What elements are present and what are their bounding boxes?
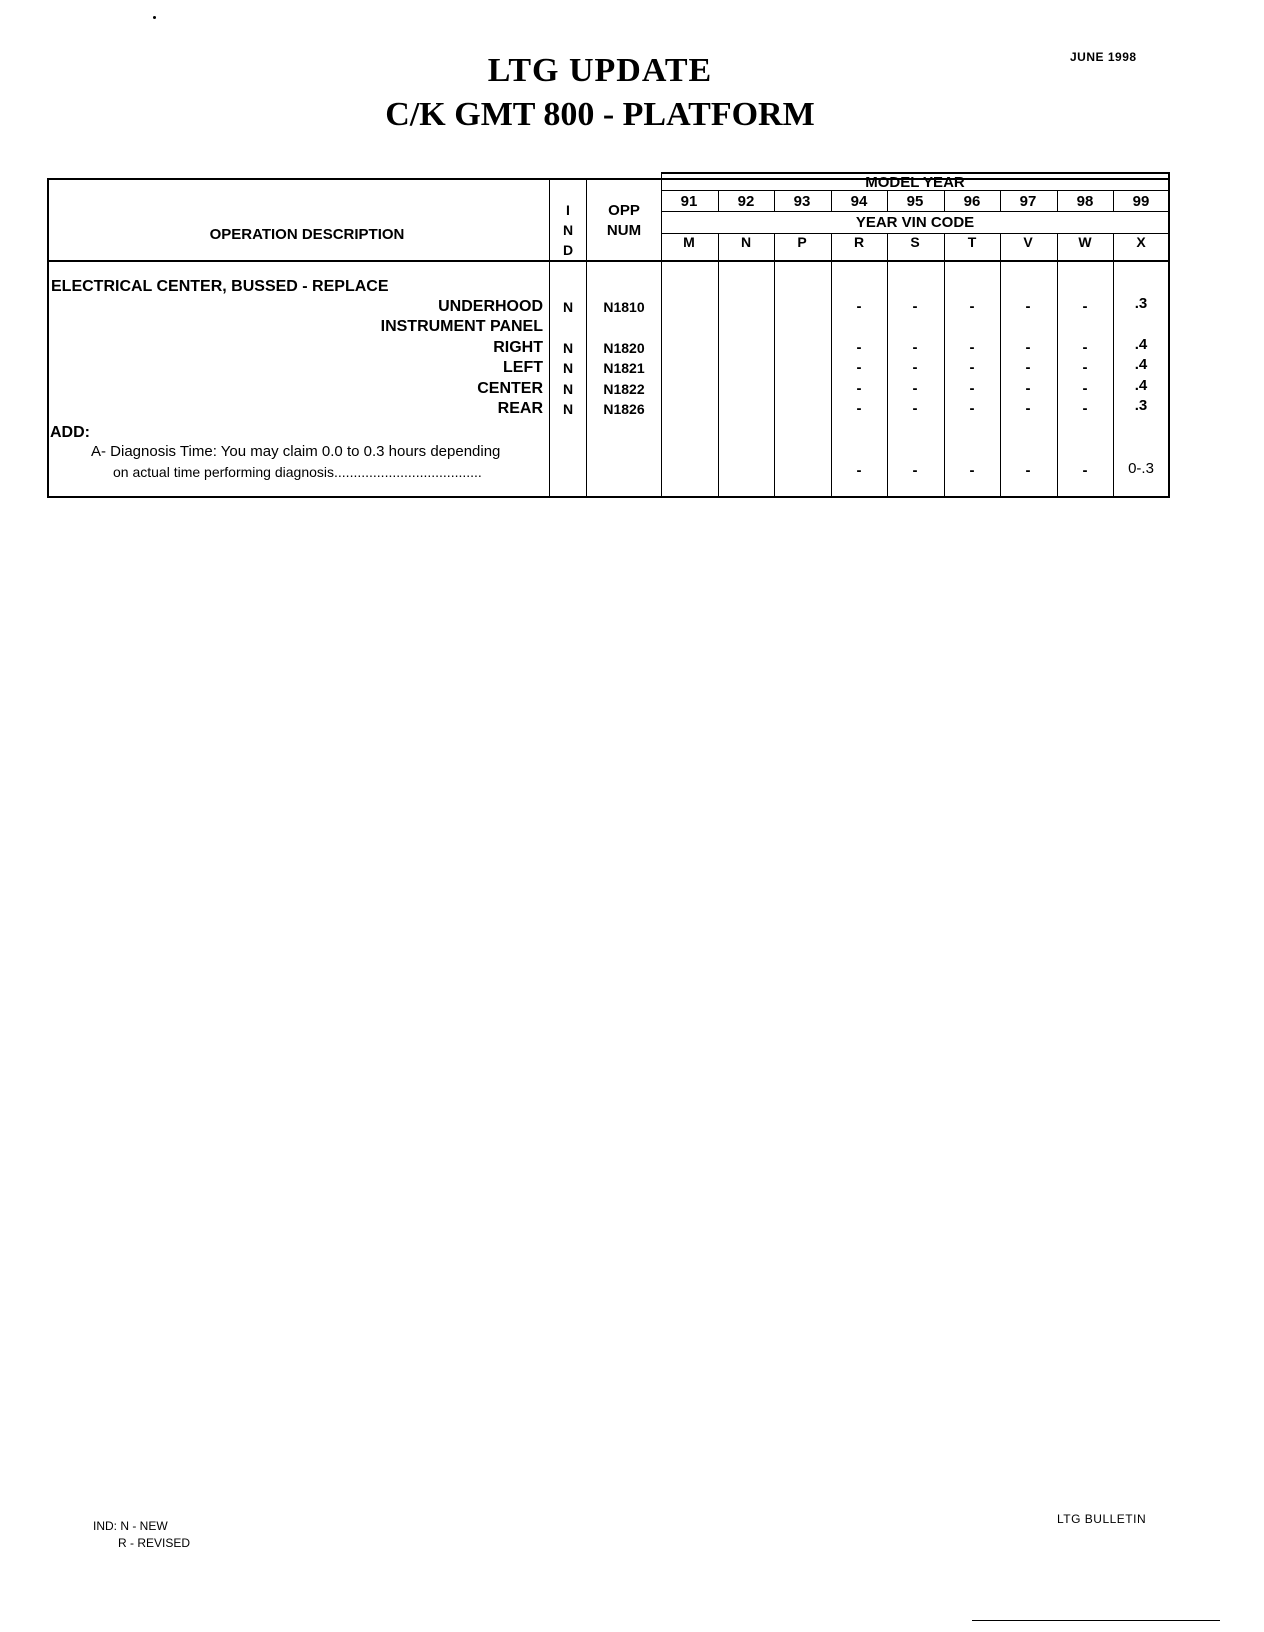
row-ind: N [562, 340, 574, 356]
bulletin-date: JUNE 1998 [1070, 50, 1137, 64]
row-ind: N [562, 401, 574, 417]
diagnosis-time-value: - [912, 462, 918, 479]
add-label: ADD: [50, 424, 90, 441]
ind-legend [93, 1518, 190, 1552]
vin-code-T: T [967, 234, 977, 250]
labor-time-value: .4 [1134, 336, 1148, 353]
diagnosis-time-value: - [969, 462, 975, 479]
year-91: 91 [680, 193, 698, 210]
row-label-instrument-panel: INSTRUMENT PANEL [380, 318, 543, 335]
vin-code-X: X [1136, 234, 1146, 250]
row-label-center: CENTER [477, 380, 543, 397]
labor-time-value: - [969, 298, 975, 315]
vin-code-S: S [910, 234, 920, 250]
labor-time-value: - [1025, 380, 1031, 397]
opp-header-line2: NUM [606, 222, 642, 239]
year-92: 92 [737, 193, 755, 210]
diagnosis-time-value: - [856, 462, 862, 479]
year-98: 98 [1076, 193, 1094, 210]
labor-time-value: - [912, 298, 918, 315]
labor-time-value: - [969, 380, 975, 397]
labor-time-table [47, 174, 1215, 498]
labor-time-value: - [1082, 380, 1088, 397]
row-opp-num: N1821 [603, 360, 645, 376]
opp-header-line1: OPP [608, 202, 640, 219]
document-title: LTG UPDATE [487, 52, 713, 89]
labor-time-value: - [969, 400, 975, 417]
year-94: 94 [850, 193, 868, 210]
year-99: 99 [1132, 193, 1150, 210]
ind-legend-revised: R - REVISED [118, 1536, 191, 1550]
row-label-right: RIGHT [493, 339, 543, 356]
diagnosis-time-value: - [1082, 462, 1088, 479]
labor-time-value: - [856, 339, 862, 356]
vin-code-P: P [797, 234, 807, 250]
labor-time-value: - [1082, 298, 1088, 315]
operation-description-header: OPERATION DESCRIPTION [209, 226, 405, 243]
year-96: 96 [963, 193, 981, 210]
labor-time-value: - [856, 359, 862, 376]
labor-time-value: - [1082, 359, 1088, 376]
labor-time-value: - [856, 400, 862, 417]
labor-time-value: - [856, 380, 862, 397]
labor-time-value: - [912, 359, 918, 376]
vin-code-M: M [683, 234, 695, 250]
labor-time-value: - [1025, 359, 1031, 376]
diagnosis-note-line2: on actual time performing diagnosis...................................... [113, 464, 482, 480]
labor-time-value: - [912, 339, 918, 356]
section-title: ELECTRICAL CENTER, BUSSED - REPLACE [51, 278, 389, 295]
year-93: 93 [793, 193, 811, 210]
labor-time-value: - [1025, 400, 1031, 417]
ind-legend-new: IND: N - NEW [93, 1519, 168, 1533]
year-95: 95 [906, 193, 924, 210]
bulletin-label: LTG BULLETIN [1057, 1512, 1147, 1526]
row-label-left: LEFT [503, 359, 543, 376]
row-opp-num: N1826 [603, 401, 645, 417]
vin-code-N: N [740, 234, 752, 250]
labor-time-value: - [969, 339, 975, 356]
vin-code-header: YEAR VIN CODE [855, 214, 975, 231]
model-year-header: MODEL YEAR [865, 174, 965, 191]
vin-code-R: R [853, 234, 865, 250]
row-ind: N [562, 381, 574, 397]
labor-time-value: - [856, 298, 862, 315]
row-label-underhood: UNDERHOOD [438, 298, 543, 315]
vin-code-W: W [1078, 234, 1092, 250]
labor-time-value: - [969, 359, 975, 376]
labor-time-value: .3 [1134, 295, 1148, 312]
labor-time-value: - [1025, 339, 1031, 356]
bottom-rule [972, 1620, 1220, 1621]
labor-time-value: - [1025, 298, 1031, 315]
ind-header-d: D [562, 242, 574, 258]
speck [153, 16, 156, 19]
row-ind: N [562, 360, 574, 376]
labor-time-value: - [912, 380, 918, 397]
labor-time-value: .3 [1134, 397, 1148, 414]
row-label-rear: REAR [497, 400, 543, 417]
diagnosis-note-line1: A- Diagnosis Time: You may claim 0.0 to 0.3 hours depending [91, 443, 501, 460]
ind-header-i: I [566, 202, 570, 218]
vin-code-V: V [1023, 234, 1033, 250]
labor-time-value: - [1082, 400, 1088, 417]
labor-time-value: .4 [1134, 377, 1148, 394]
row-opp-num: N1820 [603, 340, 645, 356]
labor-time-value: .4 [1134, 356, 1148, 373]
document-subtitle: C/K GMT 800 - PLATFORM [385, 96, 815, 133]
ind-header-n: N [562, 222, 574, 238]
diagnosis-time-value: 0-.3 [1128, 460, 1154, 477]
diagnosis-time-value: - [1025, 462, 1031, 479]
labor-time-value: - [1082, 339, 1088, 356]
labor-time-value: - [912, 400, 918, 417]
row-ind: N [562, 299, 574, 315]
row-opp-num: N1822 [603, 381, 645, 397]
row-opp-num: N1810 [603, 299, 645, 315]
year-97: 97 [1019, 193, 1037, 210]
